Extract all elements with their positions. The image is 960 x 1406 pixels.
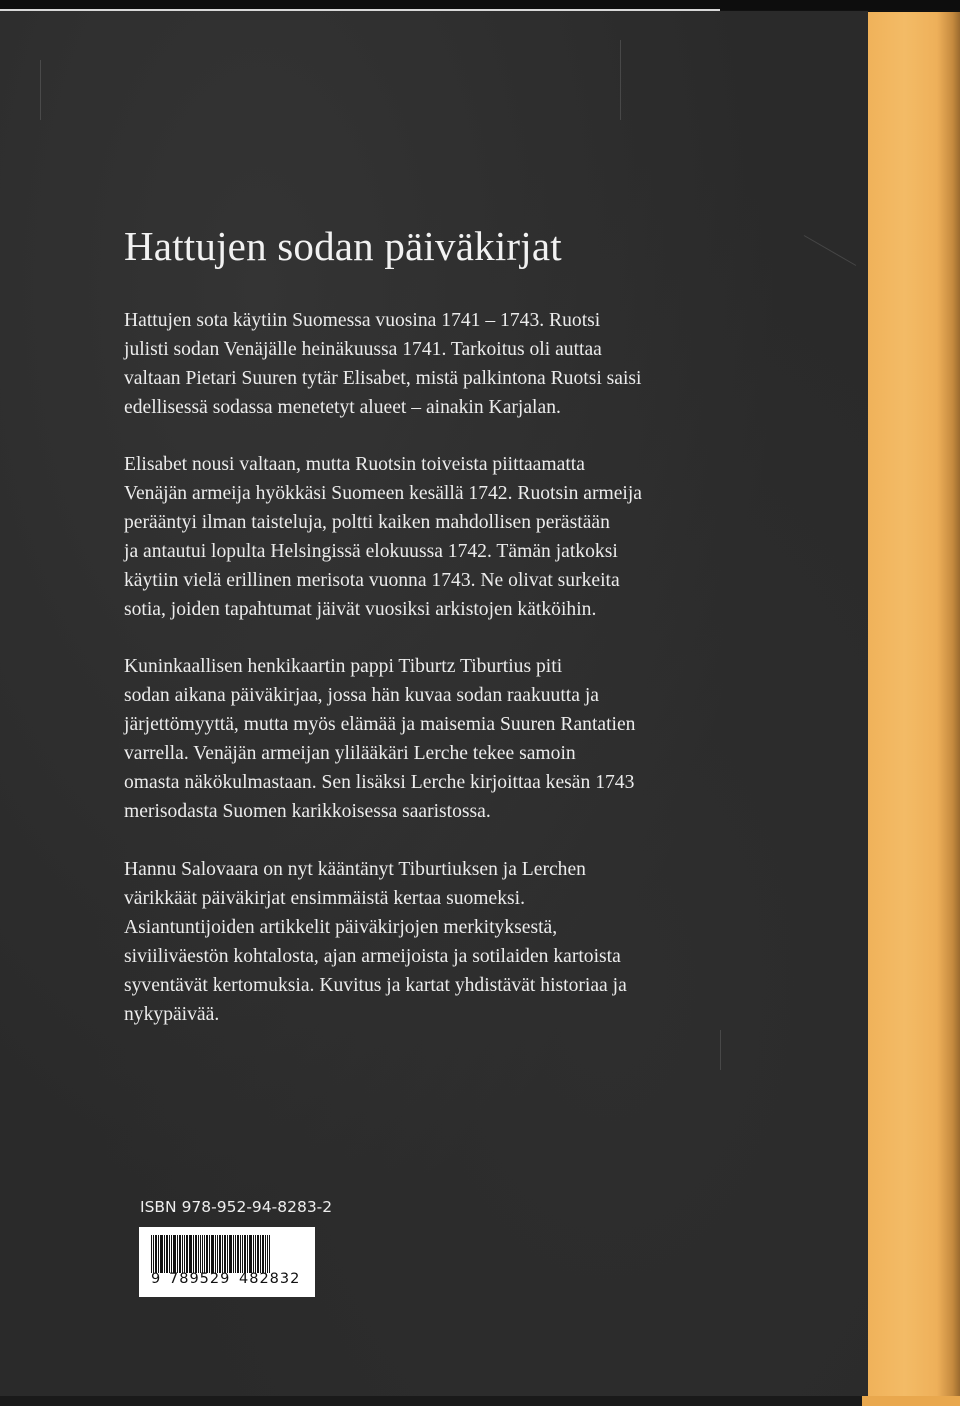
text-line: Venäjän armeija hyökkäsi Suomeen kesällä 1742. Ruotsin armeija	[124, 483, 643, 504]
blurb-paragraph-2	[124, 450, 764, 624]
scan-bottom-border	[0, 1396, 960, 1406]
text-line: perääntyi ilman taisteluja, poltti kaiken mahdollisen perästään	[124, 512, 610, 533]
text-line: sotia, joiden tapahtumat jäivät vuosiksi arkistojen kätköihin.	[124, 599, 597, 620]
text-line: Asiantuntijoiden artikkelit päiväkirjojen merkityksestä,	[124, 917, 558, 938]
scratch-mark	[620, 40, 621, 120]
text-line: käytiin vielä erillinen merisota vuonna 1743. Ne olivat surkeita	[124, 570, 620, 591]
blurb-paragraph-3	[124, 652, 764, 826]
barcode-right-group: 482832	[239, 1271, 301, 1287]
isbn-barcode	[139, 1227, 315, 1297]
text-line: julisti sodan Venäjälle heinäkuussa 1741. Tarkoitus oli auttaa	[124, 339, 602, 360]
barcode-first-digit: 9	[151, 1271, 161, 1287]
book-page-edges	[868, 12, 960, 1396]
text-line: värikkäät päiväkirjat ensimmäistä kertaa suomeksi.	[124, 888, 525, 909]
scratch-mark	[720, 1030, 721, 1070]
text-line: valtaan Pietari Suuren tytär Elisabet, mistä palkintona Ruotsi saisi	[124, 368, 642, 389]
text-line: edellisessä sodassa menetetyt alueet – ainakin Karjalan.	[124, 397, 561, 418]
text-line: Elisabet nousi valtaan, mutta Ruotsin toiveista piittaamatta	[124, 454, 585, 475]
scratch-mark	[40, 60, 41, 120]
page-edge-bottom	[862, 1396, 960, 1406]
blurb-paragraph-4	[124, 855, 764, 1029]
book-title: Hattujen sodan päiväkirjat	[124, 223, 562, 269]
text-line: siviiliväestön kohtalosta, ajan armeijoista ja sotilaiden kartoista	[124, 946, 621, 967]
text-line: varrella. Venäjän armeijan ylilääkäri Lerche tekee samoin	[124, 743, 576, 764]
text-line: omasta näkökulmastaan. Sen lisäksi Lerche kirjoittaa kesän 1743	[124, 772, 635, 793]
text-line: järjettömyyttä, mutta myös elämää ja maisemia Suuren Rantatien	[124, 714, 636, 735]
barcode-bars	[151, 1235, 303, 1273]
isbn-label: ISBN 978-952-94-8283-2	[140, 1198, 333, 1216]
text-line: Hattujen sota käytiin Suomessa vuosina 1741 – 1743. Ruotsi	[124, 310, 601, 331]
text-line: Kuninkaallisen henkikaartin pappi Tiburtz Tiburtius piti	[124, 656, 563, 677]
blurb-paragraph-1	[124, 306, 764, 422]
text-line: syventävät kertomuksia. Kuvitus ja kartat yhdistävät historiaa ja	[124, 975, 627, 996]
text-line: sodan aikana päiväkirjaa, jossa hän kuvaa sodan raakuutta ja	[124, 685, 599, 706]
text-line: ja antautui lopulta Helsingissä elokuussa 1742. Tämän jatkoksi	[124, 541, 618, 562]
barcode-left-group: 789529	[169, 1271, 231, 1287]
text-line: nykypäivää.	[124, 1004, 220, 1025]
text-line: merisodasta Suomen karikkoisessa saaristossa.	[124, 801, 491, 822]
text-line: Hannu Salovaara on nyt kääntänyt Tiburtiuksen ja Lerchen	[124, 859, 586, 880]
